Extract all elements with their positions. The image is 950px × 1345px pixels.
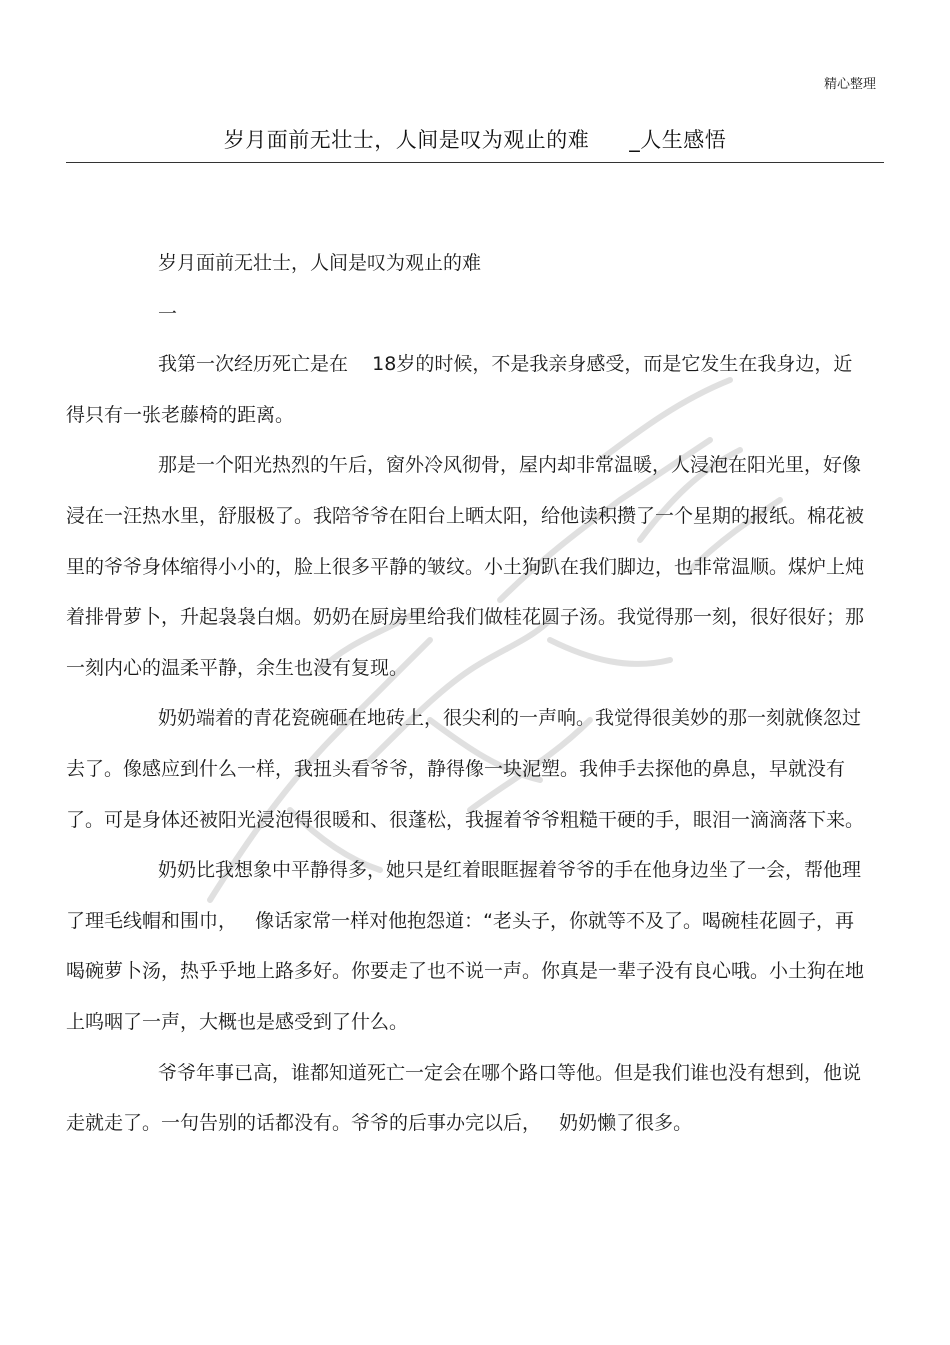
paragraph: 爷爷年事已高，谁都知道死亡一定会在哪个路口等他。但是我们谁也没有想到，他说走就走了。一句告别的话都没有。爷爷的后事办完以后， 奶奶懒了很多。 <box>66 1061 862 1135</box>
page-title-suffix: _人生感悟 <box>629 128 727 152</box>
paragraph: 奶奶比我想象中平静得多，她只是红着眼眶握着爷爷的手在他身边坐了一会，帮他理了理毛线帽和围巾， 像话家常一样对他抱怨道：“老头子，你就等不及了。喝碗桂花圆子，再喝碗萝卜汤，热乎乎地上路多好。你要走了也不说一声。你真是一辈子没有良心哦。小土狗在地上呜咽了一声，大概也是感受到了什么。 <box>66 859 865 1033</box>
paragraph: 那是一个阳光热烈的午后，窗外冷风彻骨，屋内却非常温暖，人浸泡在阳光里，好像浸在一汪热水里，舒服极了。我陪爷爷在阳台上晒太阳，给他读积攒了一个星期的报纸。棉花被里的爷爷身体缩得小小的，脸上很多平静的皱纹。小土狗趴在我们脚边，也非常温顺。煤炉上炖着排骨萝卜，升起袅袅白烟。奶奶在厨房里给我们做桂花圆子汤。我觉得那一刻，很好很好；那一刻内心的温柔平静，余生也没有复现。 <box>66 454 865 679</box>
article-subtitle: 岁月面前无壮士，人间是叹为观止的难 <box>158 252 482 274</box>
article-body <box>66 238 866 1149</box>
page-title-main: 岁月面前无壮士，人间是叹为观止的难 <box>223 128 590 152</box>
paragraph: 奶奶端着的青花瓷碗砸在地砖上，很尖利的一声响。我觉得很美妙的那一刻就倏忽过去了。像感应到什么一样，我扭头看爷爷，静得像一块泥塑。我伸手去探他的鼻息，早就没有了。可是身体还被阳光浸泡得很暖和、很蓬松，我握着爷爷粗糙干硬的手，眼泪一滴滴落下来。 <box>66 707 865 831</box>
title-divider <box>66 162 884 163</box>
header-tag: 精心整理 <box>823 77 876 92</box>
section-number: 一 <box>158 302 178 325</box>
page-title <box>66 124 884 154</box>
paragraph: 我第一次经历死亡是在 18岁的时候，不是我亲身感受，而是它发生在我身边，近得只有一张老藤椅的距离。 <box>66 353 853 426</box>
